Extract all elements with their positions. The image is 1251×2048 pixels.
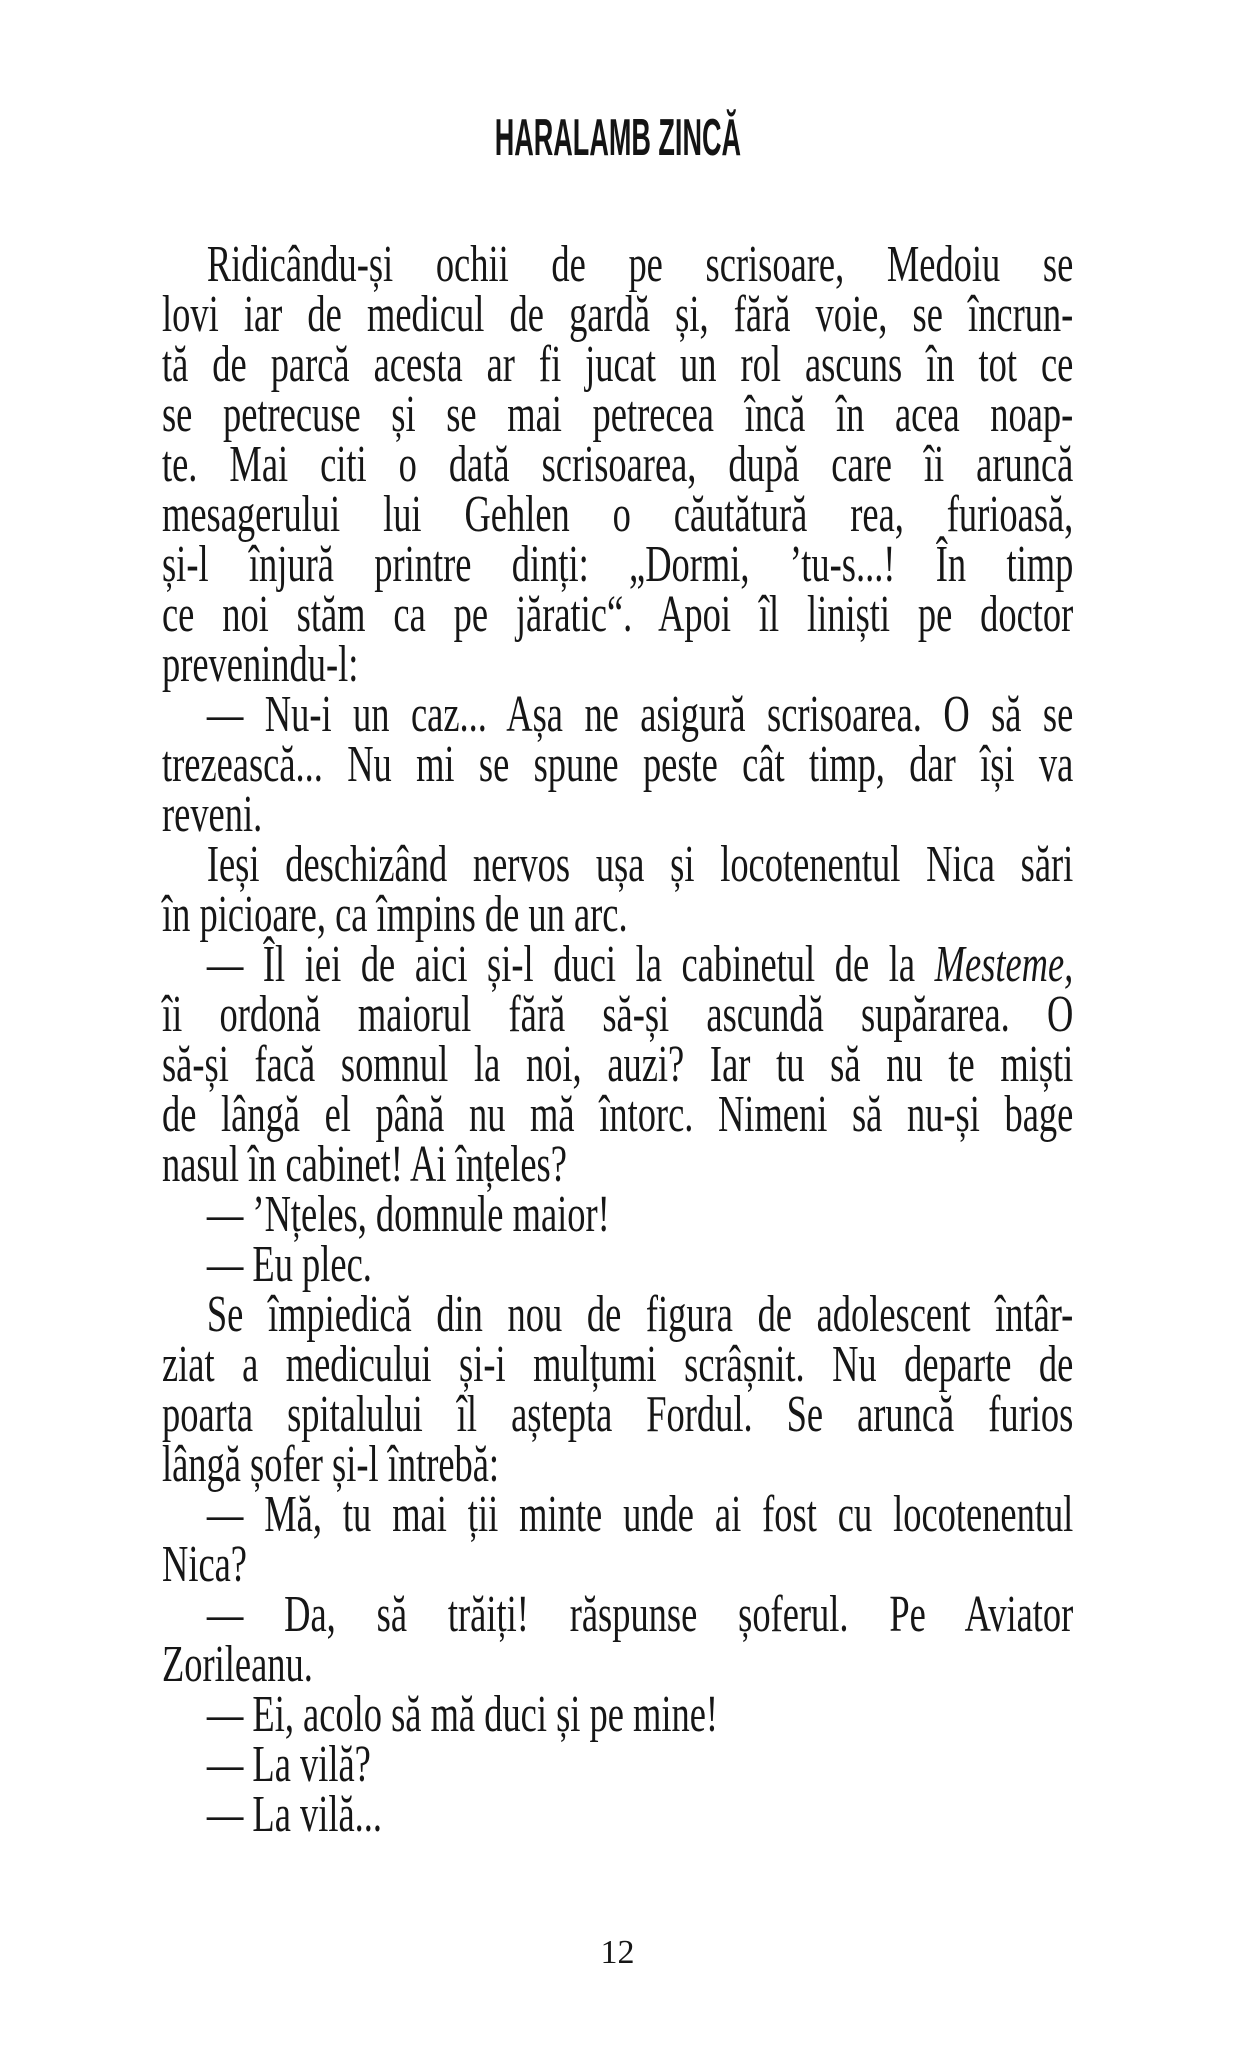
text-line <box>162 436 1074 493</box>
text-line <box>162 1186 1073 1243</box>
text-segment: trezească... Nu mi se spune peste cât timp, dar își va <box>162 736 1074 793</box>
text-line <box>162 286 1074 343</box>
text-segment: te. Mai citi o dată scrisoarea, după care îi aruncă <box>162 436 1074 493</box>
text-segment: lângă șofer și-l întrebă: <box>162 1436 500 1493</box>
text-segment: mesagerului lui Gehlen o căutătură rea, furioasă, <box>162 486 1074 543</box>
text-line <box>162 236 1074 293</box>
text-line <box>162 336 1074 393</box>
text-line <box>162 736 1074 793</box>
text-line <box>162 1686 1073 1743</box>
text-segment: — Da, să trăiți! răspunse șoferul. Pe Aviator <box>206 1586 1074 1643</box>
text-line <box>162 1636 1073 1693</box>
text-line <box>162 486 1074 543</box>
text-line <box>162 1236 1073 1293</box>
text-line <box>162 986 1074 1043</box>
text-segment: prevenindu-l: <box>162 636 359 693</box>
text-line <box>162 1336 1074 1393</box>
text-segment: Se împiedică din nou de figura de adolescent întâr- <box>206 1286 1074 1343</box>
text-line <box>162 886 1073 943</box>
text-segment: — Nu-i un caz... Așa ne asigură scrisoarea. O să se <box>206 686 1074 743</box>
text-line <box>162 536 1074 593</box>
text-line <box>162 386 1074 443</box>
text-line <box>162 786 1073 843</box>
text-line <box>162 1536 1073 1593</box>
text-line <box>162 1286 1074 1343</box>
text-segment: și-l înjură printre dinți: „Dormi, ’tu-s...! În timp <box>162 536 1074 593</box>
text-line <box>162 1436 1073 1493</box>
author-header-text: HARALAMB ZINCĂ <box>494 109 741 167</box>
text-segment: se petrecuse și se mai petrecea încă în acea noap- <box>162 386 1074 443</box>
author-header <box>162 109 1073 167</box>
italic-text: Mesteme, <box>934 936 1074 993</box>
text-line <box>162 1036 1074 1093</box>
text-segment: de lângă el până nu mă întorc. Nimeni să nu-și bage <box>162 1086 1074 1143</box>
text-segment: tă de parcă acesta ar fi jucat un rol ascuns în tot ce <box>162 336 1074 393</box>
text-line <box>162 636 1073 693</box>
text-line <box>162 686 1074 743</box>
text-line <box>162 1086 1074 1143</box>
text-segment: reveni. <box>162 786 263 843</box>
text-segment: — La vilă? <box>206 1736 371 1793</box>
text-line <box>162 1136 1073 1193</box>
text-segment: să-și facă somnul la noi, auzi? Iar tu să nu te miști <box>162 1036 1074 1093</box>
text-segment: în picioare, ca împins de un arc. <box>162 886 628 943</box>
text-line <box>162 1486 1074 1543</box>
text-segment: — La vilă... <box>206 1786 382 1843</box>
text-segment: — Ei, acolo să mă duci și pe mine! <box>206 1686 719 1743</box>
text-segment: îi ordonă maiorul fără să-și ascundă supărarea. O <box>162 986 1074 1043</box>
text-segment: Zorileanu. <box>162 1636 313 1693</box>
text-segment: Ieși deschizând nervos ușa și locotenentul Nica sări <box>206 836 1074 893</box>
text-segment: — Îl iei de aici și-l duci la cabinetul de la <box>206 936 935 993</box>
text-segment: — ’Nțeles, domnule maior! <box>206 1186 610 1243</box>
text-line <box>162 1786 1073 1843</box>
text-segment: Ridicându-și ochii de pe scrisoare, Medoiu se <box>206 236 1074 293</box>
text-segment: ziat a medicului și-i mulțumi scrâșnit. Nu departe de <box>162 1336 1074 1393</box>
text-line <box>162 1386 1074 1443</box>
text-segment: lovi iar de medicul de gardă și, fără voie, se încrun- <box>162 286 1074 343</box>
text-line <box>162 1586 1074 1643</box>
text-line <box>162 586 1074 643</box>
text-segment: — Mă, tu mai ții minte unde ai fost cu locotenentul <box>206 1486 1074 1543</box>
text-segment: Nica? <box>162 1536 247 1593</box>
body-text <box>162 236 1074 1843</box>
text-segment: — Eu plec. <box>206 1236 372 1293</box>
text-line <box>162 836 1074 893</box>
text-line <box>162 1736 1073 1793</box>
text-segment: nasul în cabinet! Ai înțeles? <box>162 1136 567 1193</box>
page-number: 12 <box>600 1934 635 1971</box>
text-segment: ce noi stăm ca pe jăratic“. Apoi îl liniști pe doctor <box>162 586 1074 643</box>
text-segment: poarta spitalului îl aștepta Fordul. Se aruncă furios <box>162 1386 1074 1443</box>
text-line <box>162 936 1074 993</box>
